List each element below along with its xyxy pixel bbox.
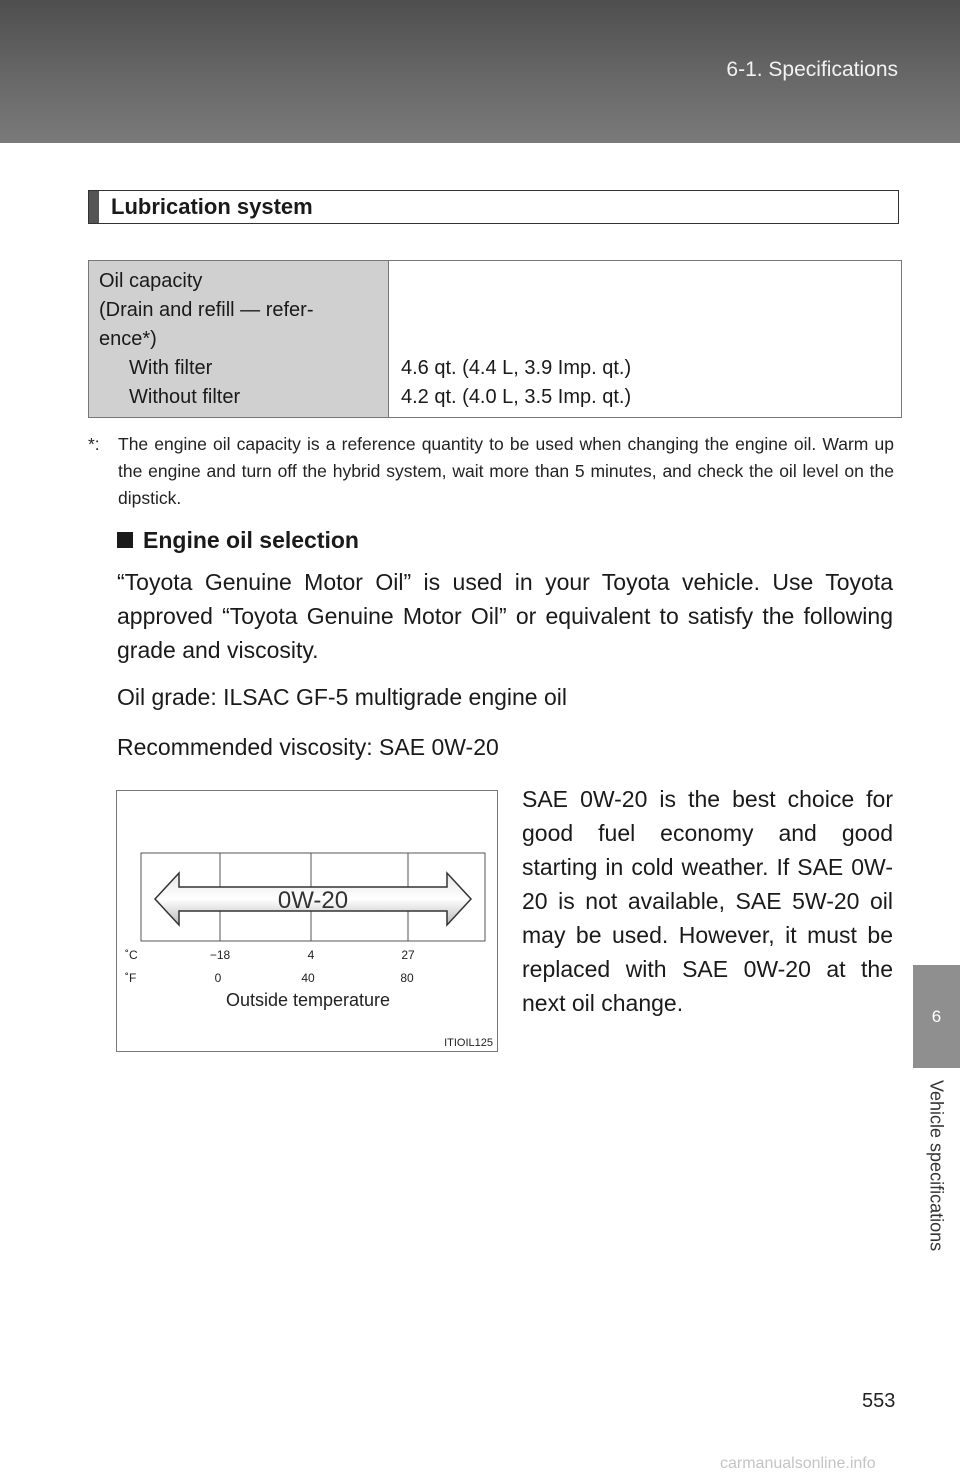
- celsius-tick: 27: [401, 948, 415, 962]
- footnote: [88, 431, 894, 512]
- page-number: 553: [862, 1390, 896, 1412]
- spec-row-value-with-filter: 4.6 qt. (4.4 L, 3.9 Imp. qt.): [401, 357, 632, 379]
- page-header: [0, 0, 960, 143]
- fahrenheit-tick: 80: [400, 971, 414, 985]
- celsius-tick: 4: [307, 948, 315, 962]
- arrow-label: 0W-20: [277, 887, 349, 914]
- figure-id: ITIOIL125: [444, 1037, 493, 1049]
- chapter-tab-label: [921, 1080, 951, 1290]
- fahrenheit-tick: 0: [214, 971, 222, 985]
- spec-row-label-without-filter: Without filter: [129, 386, 241, 408]
- chapter-tab-number[interactable]: 6: [913, 965, 960, 1068]
- fahrenheit-tick: 40: [301, 971, 315, 985]
- section-heading: Lubrication system: [111, 194, 313, 219]
- section-heading-marker: [89, 191, 99, 223]
- spec-row-value-without-filter: 4.2 qt. (4.0 L, 3.5 Imp. qt.): [401, 386, 632, 408]
- section-heading-bar: [88, 190, 899, 224]
- celsius-unit: ˚C: [125, 948, 138, 962]
- oil-selection-heading: [117, 527, 359, 554]
- viscosity-note: SAE 0W-20 is the best choice for good fuel economy and good starting in cold weather. If SAE 0W-20 is not available, SAE 5W-20 oil may be used. However, it must be replaced with SAE 0W-20 at the next oil change.: [522, 786, 893, 1016]
- viscosity-temperature-figure: [116, 790, 498, 1052]
- section-breadcrumb: 6-1. Specifications: [726, 58, 898, 81]
- oil-grade: Oil grade: ILSAC GF-5 multigrade engine oil: [117, 684, 567, 710]
- oil-selection-intro: “Toyota Genuine Motor Oil” is used in your Toyota vehicle. Use Toyota approved “Toyota Genuine Motor Oil” or equivalent to satisfy the following grade and viscosity.: [117, 569, 893, 663]
- spec-label-line: Oil capacity: [99, 270, 203, 292]
- spec-label-cell: [89, 261, 389, 417]
- watermark: carmanualsonline.info: [720, 1455, 876, 1472]
- footnote-text: The engine oil capacity is a reference quantity to be used when changing the engine oil. Warm up the engine and turn off the hybrid system, wait more than 5 minutes, and check the oil level on the dipstick.: [118, 434, 894, 508]
- oil-capacity-table: [88, 260, 902, 418]
- spec-value-cell: [389, 261, 901, 417]
- spec-label-line: (Drain and refill — refer-: [99, 299, 314, 321]
- footnote-mark: *:: [88, 434, 100, 454]
- spec-row-label-with-filter: With filter: [129, 357, 213, 379]
- oil-selection-heading-text: Engine oil selection: [143, 527, 359, 553]
- recommended-viscosity: Recommended viscosity: SAE 0W-20: [117, 734, 499, 760]
- spec-label-line: ence*): [99, 328, 157, 350]
- axis-title: Outside temperature: [225, 990, 391, 1010]
- viscosity-chart: [117, 791, 499, 1053]
- fahrenheit-unit: ˚F: [125, 971, 137, 985]
- celsius-tick: −18: [209, 948, 231, 962]
- square-bullet-icon: [117, 532, 133, 548]
- chapter-tab-label-text: Vehicle specifications: [926, 1080, 947, 1252]
